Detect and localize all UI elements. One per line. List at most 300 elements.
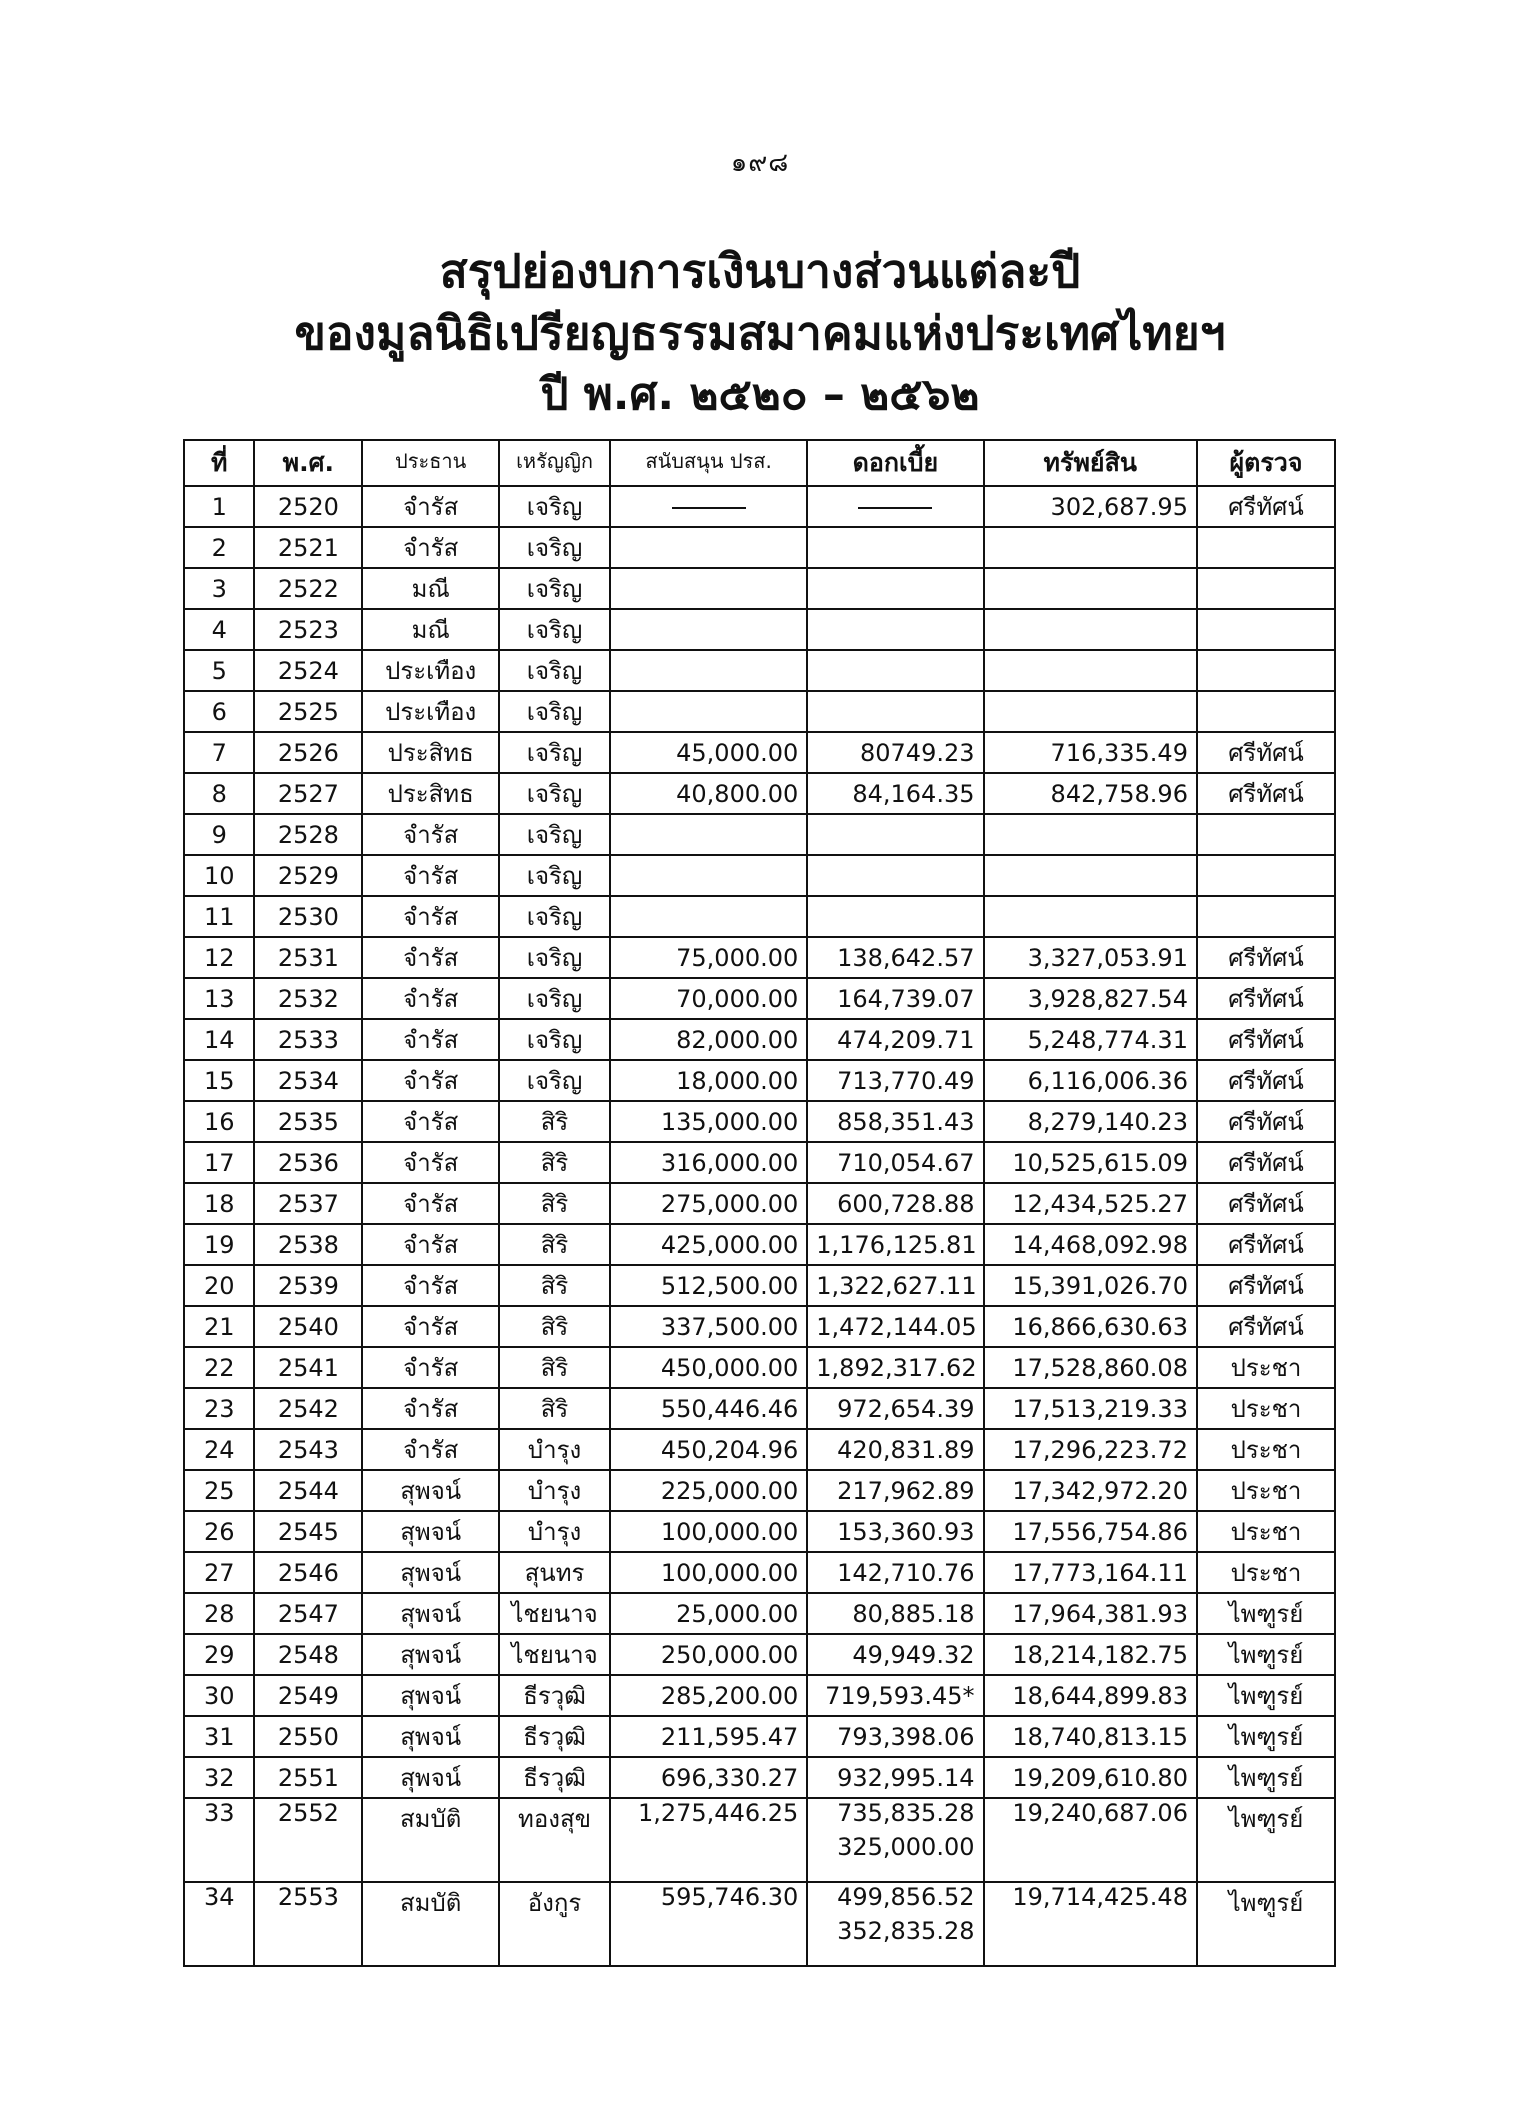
- table-row: [184, 1716, 1335, 1757]
- support-cell: 225,000.00: [610, 1470, 807, 1511]
- support-cell: 595,746.30: [610, 1882, 807, 1966]
- year-cell: 2550: [254, 1716, 362, 1757]
- year-cell: 2552: [254, 1798, 362, 1882]
- year-cell: 2541: [254, 1347, 362, 1388]
- treasurer-cell: สิริ: [499, 1388, 610, 1429]
- assets-cell: 17,773,164.11: [984, 1552, 1197, 1593]
- treasurer-cell: ธีรวุฒิ: [499, 1716, 610, 1757]
- year-cell: 2526: [254, 732, 362, 773]
- interest-cell: 1,176,125.81: [807, 1224, 983, 1265]
- year-cell: 2523: [254, 609, 362, 650]
- row-number-cell: 32: [184, 1757, 254, 1798]
- auditor-cell: [1197, 691, 1335, 732]
- row-number-cell: 13: [184, 978, 254, 1019]
- assets-cell: [984, 855, 1197, 896]
- support-cell: 450,204.96: [610, 1429, 807, 1470]
- year-cell: 2547: [254, 1593, 362, 1634]
- treasurer-cell: สิริ: [499, 1183, 610, 1224]
- year-cell: 2525: [254, 691, 362, 732]
- support-cell: 100,000.00: [610, 1552, 807, 1593]
- chair-cell: จำรัส: [362, 1060, 499, 1101]
- assets-cell: 6,116,006.36: [984, 1060, 1197, 1101]
- assets-cell: 17,296,223.72: [984, 1429, 1197, 1470]
- year-cell: 2537: [254, 1183, 362, 1224]
- support-cell: 1,275,446.25: [610, 1798, 807, 1882]
- interest-value-secondary: 325,000.00: [837, 1833, 975, 1861]
- assets-cell: [984, 691, 1197, 732]
- interest-cell: 972,654.39: [807, 1388, 983, 1429]
- interest-cell: [807, 568, 983, 609]
- treasurer-cell: เจริญ: [499, 650, 610, 691]
- auditor-cell: [1197, 855, 1335, 896]
- treasurer-cell: เจริญ: [499, 691, 610, 732]
- year-cell: 2539: [254, 1265, 362, 1306]
- interest-cell: 164,739.07: [807, 978, 983, 1019]
- table-row: [184, 1757, 1335, 1798]
- interest-cell: [807, 896, 983, 937]
- chair-cell: จำรัส: [362, 486, 499, 527]
- row-number-cell: 24: [184, 1429, 254, 1470]
- year-cell: 2540: [254, 1306, 362, 1347]
- header-assets: ทรัพย์สิน: [984, 440, 1197, 486]
- row-number-cell: 11: [184, 896, 254, 937]
- assets-cell: 8,279,140.23: [984, 1101, 1197, 1142]
- treasurer-cell: เจริญ: [499, 814, 610, 855]
- support-cell: 45,000.00: [610, 732, 807, 773]
- assets-cell: [984, 896, 1197, 937]
- chair-cell: สมบัติ: [362, 1798, 499, 1882]
- support-cell: [610, 486, 807, 527]
- dash-mark: [858, 507, 932, 509]
- treasurer-cell: สิริ: [499, 1224, 610, 1265]
- chair-cell: สุพจน์: [362, 1470, 499, 1511]
- chair-cell: จำรัส: [362, 978, 499, 1019]
- interest-cell: 1,892,317.62: [807, 1347, 983, 1388]
- row-number-cell: 19: [184, 1224, 254, 1265]
- assets-cell: 18,214,182.75: [984, 1634, 1197, 1675]
- support-cell: 211,595.47: [610, 1716, 807, 1757]
- auditor-cell: ประชา: [1197, 1511, 1335, 1552]
- treasurer-cell: สุนทร: [499, 1552, 610, 1593]
- row-number-cell: 7: [184, 732, 254, 773]
- assets-cell: 17,513,219.33: [984, 1388, 1197, 1429]
- row-number-cell: 16: [184, 1101, 254, 1142]
- row-number-cell: 1: [184, 486, 254, 527]
- assets-cell: 842,758.96: [984, 773, 1197, 814]
- chair-cell: จำรัส: [362, 855, 499, 896]
- row-number-cell: 34: [184, 1882, 254, 1966]
- interest-cell: 1,472,144.05: [807, 1306, 983, 1347]
- treasurer-cell: เจริญ: [499, 937, 610, 978]
- chair-cell: สมบัติ: [362, 1882, 499, 1966]
- year-cell: 2529: [254, 855, 362, 896]
- support-cell: 82,000.00: [610, 1019, 807, 1060]
- treasurer-cell: ไชยนาจ: [499, 1593, 610, 1634]
- treasurer-cell: บำรุง: [499, 1429, 610, 1470]
- year-cell: 2546: [254, 1552, 362, 1593]
- interest-cell: 793,398.06: [807, 1716, 983, 1757]
- assets-cell: 17,964,381.93: [984, 1593, 1197, 1634]
- assets-cell: 19,240,687.06: [984, 1798, 1197, 1882]
- support-cell: 135,000.00: [610, 1101, 807, 1142]
- table-row: [184, 1429, 1335, 1470]
- table-body: [184, 486, 1335, 1966]
- assets-cell: [984, 609, 1197, 650]
- chair-cell: จำรัส: [362, 1019, 499, 1060]
- treasurer-cell: ทองสุข: [499, 1798, 610, 1882]
- treasurer-cell: เจริญ: [499, 773, 610, 814]
- chair-cell: ประสิทธ: [362, 732, 499, 773]
- chair-cell: จำรัส: [362, 1306, 499, 1347]
- auditor-cell: ศรีทัศน์: [1197, 1019, 1335, 1060]
- treasurer-cell: ธีรวุฒิ: [499, 1675, 610, 1716]
- year-cell: 2527: [254, 773, 362, 814]
- table-row: [184, 486, 1335, 527]
- table-row: [184, 609, 1335, 650]
- assets-cell: [984, 527, 1197, 568]
- support-cell: 250,000.00: [610, 1634, 807, 1675]
- auditor-cell: ศรีทัศน์: [1197, 1183, 1335, 1224]
- table-row: [184, 568, 1335, 609]
- assets-cell: 15,391,026.70: [984, 1265, 1197, 1306]
- assets-cell: 19,209,610.80: [984, 1757, 1197, 1798]
- row-number-cell: 5: [184, 650, 254, 691]
- row-number-cell: 17: [184, 1142, 254, 1183]
- interest-cell: 600,728.88: [807, 1183, 983, 1224]
- table-row: [184, 1675, 1335, 1716]
- interest-cell: 474,209.71: [807, 1019, 983, 1060]
- year-cell: 2530: [254, 896, 362, 937]
- financial-summary-table: [183, 439, 1336, 1967]
- chair-cell: สุพจน์: [362, 1675, 499, 1716]
- treasurer-cell: เจริญ: [499, 609, 610, 650]
- table-row: [184, 691, 1335, 732]
- year-cell: 2533: [254, 1019, 362, 1060]
- chair-cell: จำรัส: [362, 896, 499, 937]
- auditor-cell: ศรีทัศน์: [1197, 978, 1335, 1019]
- interest-cell: 858,351.43: [807, 1101, 983, 1142]
- table-row: [184, 1060, 1335, 1101]
- header-support: สนับสนุน ปรส.: [610, 440, 807, 486]
- table-row: [184, 1019, 1335, 1060]
- auditor-cell: ประชา: [1197, 1429, 1335, 1470]
- header-auditor: ผู้ตรวจ: [1197, 440, 1335, 486]
- assets-cell: 18,740,813.15: [984, 1716, 1197, 1757]
- chair-cell: ประเทือง: [362, 691, 499, 732]
- auditor-cell: ไพฑูรย์: [1197, 1798, 1335, 1882]
- interest-cell: 420,831.89: [807, 1429, 983, 1470]
- interest-cell: [807, 650, 983, 691]
- chair-cell: สุพจน์: [362, 1716, 499, 1757]
- treasurer-cell: ธีรวุฒิ: [499, 1757, 610, 1798]
- row-number-cell: 3: [184, 568, 254, 609]
- document-title: [0, 240, 1520, 426]
- table-row: [184, 1593, 1335, 1634]
- assets-cell: 17,528,860.08: [984, 1347, 1197, 1388]
- assets-cell: 17,342,972.20: [984, 1470, 1197, 1511]
- auditor-cell: [1197, 609, 1335, 650]
- table-row: [184, 855, 1335, 896]
- interest-cell: 153,360.93: [807, 1511, 983, 1552]
- assets-cell: 716,335.49: [984, 732, 1197, 773]
- year-cell: 2542: [254, 1388, 362, 1429]
- row-number-cell: 27: [184, 1552, 254, 1593]
- interest-cell: 719,593.45*: [807, 1675, 983, 1716]
- row-number-cell: 12: [184, 937, 254, 978]
- auditor-cell: ศรีทัศน์: [1197, 1060, 1335, 1101]
- assets-cell: 302,687.95: [984, 486, 1197, 527]
- interest-cell: [807, 609, 983, 650]
- chair-cell: สุพจน์: [362, 1511, 499, 1552]
- assets-cell: 14,468,092.98: [984, 1224, 1197, 1265]
- interest-cell: 1,322,627.11: [807, 1265, 983, 1306]
- year-cell: 2521: [254, 527, 362, 568]
- header-chair: ประธาน: [362, 440, 499, 486]
- year-cell: 2534: [254, 1060, 362, 1101]
- auditor-cell: ศรีทัศน์: [1197, 1306, 1335, 1347]
- treasurer-cell: เจริญ: [499, 1060, 610, 1101]
- support-cell: [610, 609, 807, 650]
- auditor-cell: [1197, 814, 1335, 855]
- support-cell: 25,000.00: [610, 1593, 807, 1634]
- chair-cell: สุพจน์: [362, 1552, 499, 1593]
- auditor-cell: [1197, 568, 1335, 609]
- year-cell: 2548: [254, 1634, 362, 1675]
- row-number-cell: 15: [184, 1060, 254, 1101]
- treasurer-cell: เจริญ: [499, 855, 610, 896]
- row-number-cell: 30: [184, 1675, 254, 1716]
- support-cell: 550,446.46: [610, 1388, 807, 1429]
- table-row: [184, 937, 1335, 978]
- table-row: [184, 814, 1335, 855]
- interest-cell: 142,710.76: [807, 1552, 983, 1593]
- table-row: [184, 650, 1335, 691]
- auditor-cell: ไพฑูรย์: [1197, 1757, 1335, 1798]
- auditor-cell: ศรีทัศน์: [1197, 1265, 1335, 1306]
- assets-cell: 3,327,053.91: [984, 937, 1197, 978]
- assets-cell: 17,556,754.86: [984, 1511, 1197, 1552]
- row-number-cell: 22: [184, 1347, 254, 1388]
- interest-cell: [807, 855, 983, 896]
- chair-cell: มณี: [362, 568, 499, 609]
- chair-cell: จำรัส: [362, 814, 499, 855]
- table-row: [184, 1224, 1335, 1265]
- interest-cell: [807, 486, 983, 527]
- support-cell: 275,000.00: [610, 1183, 807, 1224]
- interest-cell: 932,995.14: [807, 1757, 983, 1798]
- treasurer-cell: สิริ: [499, 1101, 610, 1142]
- table-header-row: [184, 440, 1335, 486]
- table-row: [184, 1388, 1335, 1429]
- table-row: [184, 773, 1335, 814]
- row-number-cell: 23: [184, 1388, 254, 1429]
- assets-cell: 3,928,827.54: [984, 978, 1197, 1019]
- header-treasurer: เหรัญญิก: [499, 440, 610, 486]
- treasurer-cell: สิริ: [499, 1306, 610, 1347]
- support-cell: [610, 855, 807, 896]
- support-cell: 18,000.00: [610, 1060, 807, 1101]
- support-cell: [610, 527, 807, 568]
- year-cell: 2544: [254, 1470, 362, 1511]
- chair-cell: ประเทือง: [362, 650, 499, 691]
- interest-cell: 713,770.49: [807, 1060, 983, 1101]
- interest-cell: 80,885.18: [807, 1593, 983, 1634]
- treasurer-cell: สิริ: [499, 1142, 610, 1183]
- support-cell: 40,800.00: [610, 773, 807, 814]
- row-number-cell: 28: [184, 1593, 254, 1634]
- auditor-cell: ไพฑูรย์: [1197, 1675, 1335, 1716]
- row-number-cell: 31: [184, 1716, 254, 1757]
- treasurer-cell: เจริญ: [499, 527, 610, 568]
- chair-cell: จำรัส: [362, 527, 499, 568]
- support-cell: [610, 896, 807, 937]
- assets-cell: [984, 568, 1197, 609]
- support-cell: 337,500.00: [610, 1306, 807, 1347]
- table-row: [184, 1470, 1335, 1511]
- auditor-cell: ประชา: [1197, 1347, 1335, 1388]
- assets-cell: 5,248,774.31: [984, 1019, 1197, 1060]
- assets-cell: 10,525,615.09: [984, 1142, 1197, 1183]
- row-number-cell: 18: [184, 1183, 254, 1224]
- interest-cell: 80749.23: [807, 732, 983, 773]
- assets-cell: [984, 650, 1197, 691]
- auditor-cell: ศรีทัศน์: [1197, 937, 1335, 978]
- chair-cell: จำรัส: [362, 1101, 499, 1142]
- year-cell: 2532: [254, 978, 362, 1019]
- chair-cell: ประสิทธ: [362, 773, 499, 814]
- auditor-cell: ศรีทัศน์: [1197, 732, 1335, 773]
- row-number-cell: 20: [184, 1265, 254, 1306]
- year-cell: 2543: [254, 1429, 362, 1470]
- treasurer-cell: บำรุง: [499, 1511, 610, 1552]
- table-row: [184, 1142, 1335, 1183]
- treasurer-cell: อังกูร: [499, 1882, 610, 1966]
- interest-cell: 84,164.35: [807, 773, 983, 814]
- row-number-cell: 2: [184, 527, 254, 568]
- table-row: [184, 1552, 1335, 1593]
- support-cell: 75,000.00: [610, 937, 807, 978]
- row-number-cell: 25: [184, 1470, 254, 1511]
- table-row: [184, 896, 1335, 937]
- chair-cell: มณี: [362, 609, 499, 650]
- year-cell: 2535: [254, 1101, 362, 1142]
- treasurer-cell: เจริญ: [499, 486, 610, 527]
- treasurer-cell: ไชยนาจ: [499, 1634, 610, 1675]
- year-cell: 2538: [254, 1224, 362, 1265]
- auditor-cell: ศรีทัศน์: [1197, 1101, 1335, 1142]
- support-cell: 512,500.00: [610, 1265, 807, 1306]
- assets-cell: [984, 814, 1197, 855]
- title-line-2: ของมูลนิธิเปรียญธรรมสมาคมแห่งประเทศไทยฯ: [294, 306, 1226, 360]
- table-row: [184, 1306, 1335, 1347]
- treasurer-cell: สิริ: [499, 1347, 610, 1388]
- auditor-cell: [1197, 527, 1335, 568]
- dash-mark: [672, 507, 746, 509]
- page-number: ๑๙๘: [730, 148, 790, 178]
- auditor-cell: ประชา: [1197, 1388, 1335, 1429]
- support-cell: 285,200.00: [610, 1675, 807, 1716]
- year-cell: 2524: [254, 650, 362, 691]
- year-cell: 2520: [254, 486, 362, 527]
- table-row: [184, 1634, 1335, 1675]
- row-number-cell: 29: [184, 1634, 254, 1675]
- support-cell: 316,000.00: [610, 1142, 807, 1183]
- support-cell: [610, 650, 807, 691]
- treasurer-cell: เจริญ: [499, 978, 610, 1019]
- interest-value: 499,856.52: [837, 1883, 975, 1911]
- interest-cell: [807, 1882, 983, 1966]
- support-cell: 450,000.00: [610, 1347, 807, 1388]
- year-cell: 2549: [254, 1675, 362, 1716]
- auditor-cell: ศรีทัศน์: [1197, 486, 1335, 527]
- support-cell: 696,330.27: [610, 1757, 807, 1798]
- table-row: [184, 1265, 1335, 1306]
- auditor-cell: [1197, 896, 1335, 937]
- year-cell: 2536: [254, 1142, 362, 1183]
- support-cell: [610, 814, 807, 855]
- auditor-cell: ไพฑูรย์: [1197, 1634, 1335, 1675]
- assets-cell: 12,434,525.27: [984, 1183, 1197, 1224]
- table-row: [184, 1798, 1335, 1882]
- interest-cell: 49,949.32: [807, 1634, 983, 1675]
- row-number-cell: 21: [184, 1306, 254, 1347]
- interest-cell: 710,054.67: [807, 1142, 983, 1183]
- table-row: [184, 732, 1335, 773]
- year-cell: 2528: [254, 814, 362, 855]
- support-cell: 425,000.00: [610, 1224, 807, 1265]
- support-cell: 100,000.00: [610, 1511, 807, 1552]
- header-interest: ดอกเบี้ย: [807, 440, 983, 486]
- assets-cell: 18,644,899.83: [984, 1675, 1197, 1716]
- year-cell: 2551: [254, 1757, 362, 1798]
- row-number-cell: 26: [184, 1511, 254, 1552]
- table-row: [184, 1882, 1335, 1966]
- chair-cell: สุพจน์: [362, 1634, 499, 1675]
- table-row: [184, 1511, 1335, 1552]
- table-row: [184, 978, 1335, 1019]
- interest-cell: 138,642.57: [807, 937, 983, 978]
- row-number-cell: 6: [184, 691, 254, 732]
- interest-cell: [807, 1798, 983, 1882]
- row-number-cell: 33: [184, 1798, 254, 1882]
- interest-cell: [807, 527, 983, 568]
- auditor-cell: [1197, 650, 1335, 691]
- chair-cell: จำรัส: [362, 1183, 499, 1224]
- table-row: [184, 1183, 1335, 1224]
- year-cell: 2531: [254, 937, 362, 978]
- auditor-cell: ไพฑูรย์: [1197, 1882, 1335, 1966]
- interest-cell: 217,962.89: [807, 1470, 983, 1511]
- treasurer-cell: เจริญ: [499, 896, 610, 937]
- treasurer-cell: เจริญ: [499, 568, 610, 609]
- table-row: [184, 527, 1335, 568]
- row-number-cell: 4: [184, 609, 254, 650]
- auditor-cell: ประชา: [1197, 1470, 1335, 1511]
- support-cell: [610, 568, 807, 609]
- treasurer-cell: เจริญ: [499, 1019, 610, 1060]
- treasurer-cell: สิริ: [499, 1265, 610, 1306]
- chair-cell: สุพจน์: [362, 1593, 499, 1634]
- treasurer-cell: เจริญ: [499, 732, 610, 773]
- row-number-cell: 9: [184, 814, 254, 855]
- chair-cell: จำรัส: [362, 1224, 499, 1265]
- auditor-cell: ศรีทัศน์: [1197, 1142, 1335, 1183]
- row-number-cell: 10: [184, 855, 254, 896]
- auditor-cell: ประชา: [1197, 1552, 1335, 1593]
- treasurer-cell: บำรุง: [499, 1470, 610, 1511]
- header-year: พ.ศ.: [254, 440, 362, 486]
- interest-value: 735,835.28: [837, 1799, 975, 1827]
